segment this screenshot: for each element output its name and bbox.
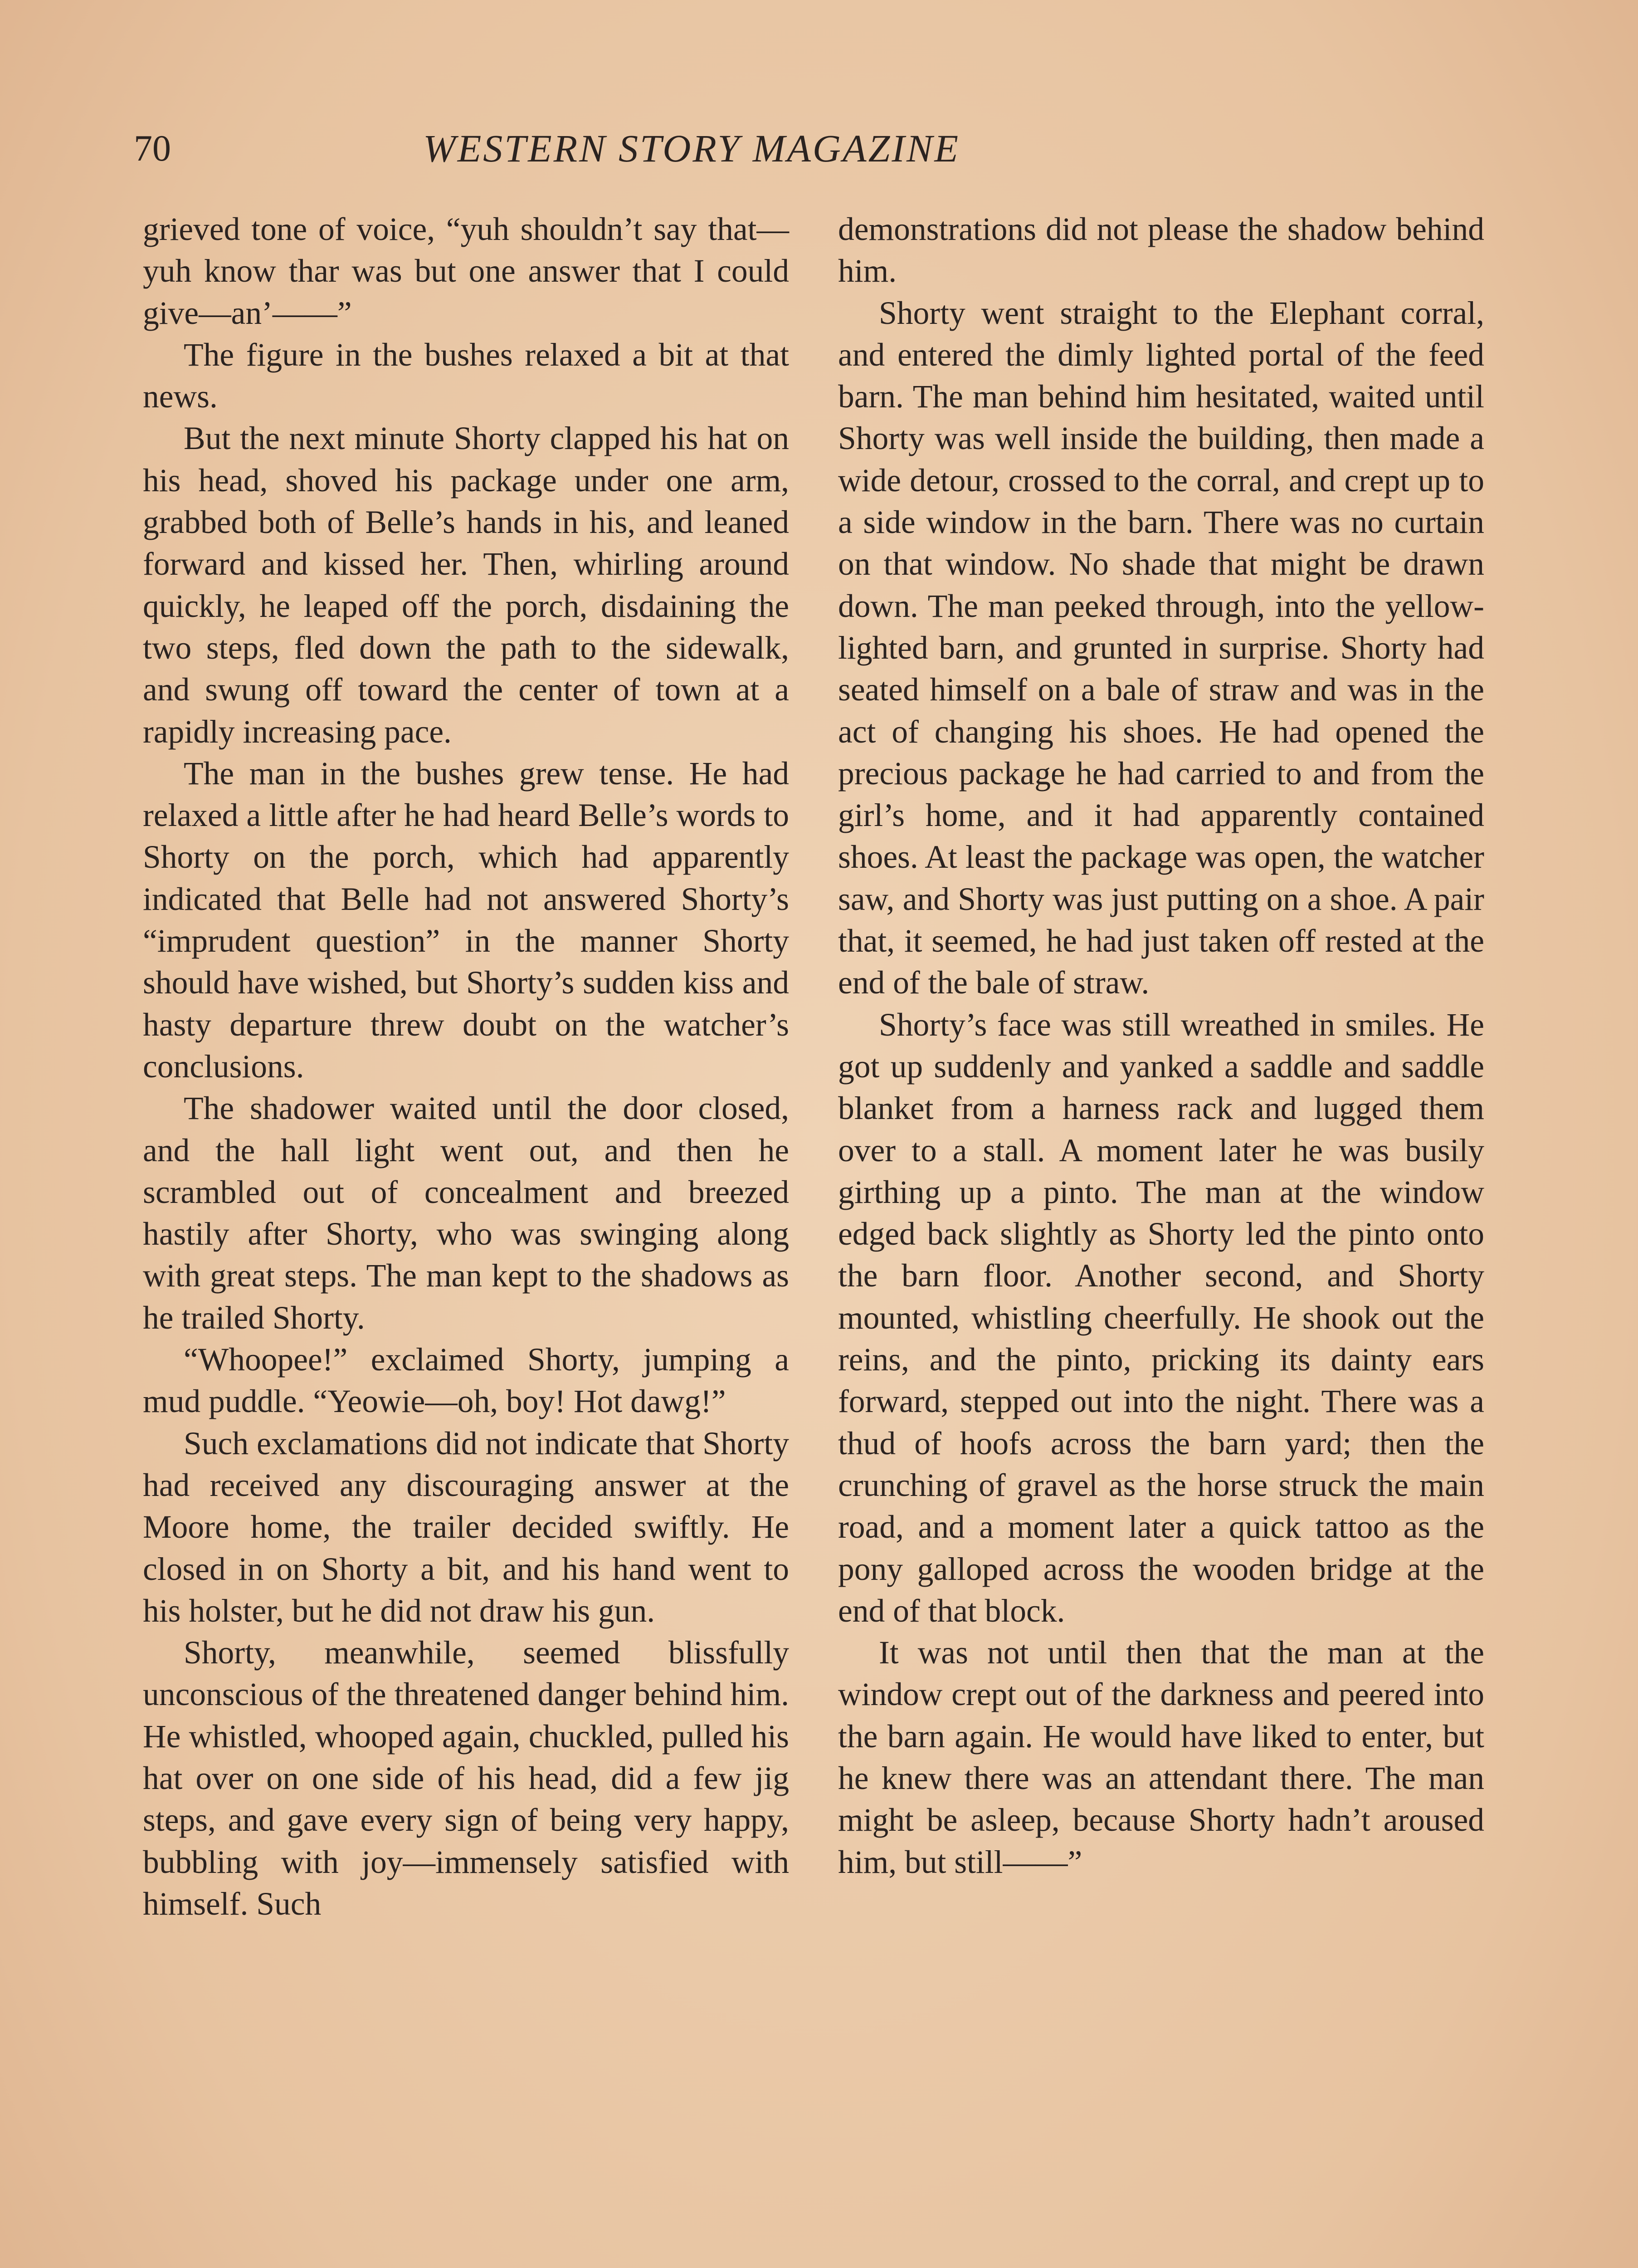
paragraph: The man in the bushes grew tense. He had relaxed a little after he had heard Belle’s words to Shorty on the porch, which had apparently indicated that Belle had not answered Shorty’s “imprudent question” in the manner Shorty should have wished, but Shorty’s sudden kiss and hasty departure threw doubt on the watcher’s conclusions. [143, 755, 789, 1085]
running-head: WESTERN STORY MAGAZINE [423, 127, 960, 170]
left-column [143, 209, 789, 1925]
paragraph: Shorty, meanwhile, seemed blissfully unconscious of the threatened danger behind him. He whistled, whooped again, chuckled, pulled his hat over on one side of his head, did a few jig steps, and gave every sign of being very happy, bubbling with joy—immensely satisfied with himself. Such [143, 1635, 789, 1922]
paragraph: grieved tone of voice, “yuh shouldn’t say that—yuh know thar was but one answer that I could give—an’——” [143, 211, 789, 331]
paragraph: The shadower waited until the door closed, and the hall light went out, and then he scrambled out of concealment and breezed hastily after Shorty, who was swinging along with great steps. The man kept to the shadows as he trailed Shorty. [143, 1090, 789, 1336]
paragraph: Such exclamations did not indicate that Shorty had received any discouraging answer at the Moore home, the trailer decided swiftly. He closed in on Shorty a bit, and his hand went to his holster, but he did not draw his gun. [143, 1425, 789, 1629]
right-column [838, 209, 1484, 1883]
paragraph: The figure in the bushes relaxed a bit at that news. [143, 337, 789, 415]
page-header [134, 123, 1249, 182]
paragraph: Shorty went straight to the Elephant corral, and entered the dimly lighted portal of the feed barn. The man behind him hesitated, waited until Shorty was well inside the building, then made a wide detour, crossed to the corral, and crept up to a side window in the barn. There was no curtain on that window. No shade that might be drawn down. The man peeked through, into the yellow-lighted barn, and grunted in surprise. Shorty had seated himself on a bale of straw and was in the act of changing his shoes. He had opened the precious package he had carried to and from the girl’s home, and it had apparently contained shoes. At least the package was open, the watcher saw, and Shorty was just putting on a shoe. A pair that, it seemed, he had just taken off rested at the end of the bale of straw. [838, 295, 1484, 1001]
paragraph: demonstrations did not please the shadow behind him. [838, 211, 1484, 289]
paragraph: It was not until then that the man at the window crept out of the darkness and peered into the barn again. He would have liked to enter, but he knew there was an attendant there. The man might be asleep, because Shorty hadn’t aroused him, but still——” [838, 1635, 1484, 1880]
paragraph: But the next minute Shorty clapped his hat on his head, shoved his package under one arm, grabbed both of Belle’s hands in his, and leaned forward and kissed her. Then, whirling around quickly, he leaped off the porch, disdaining the two steps, fled down the path to the sidewalk, and swung off toward the center of town at a rapidly increasing pace. [143, 420, 789, 750]
page-number: 70 [134, 127, 171, 169]
paragraph: “Whoopee!” exclaimed Shorty, jumping a mud puddle. “Yeowie—oh, boy! Hot dawg!” [143, 1342, 789, 1420]
paragraph: Shorty’s face was still wreathed in smiles. He got up suddenly and yanked a saddle and saddle blanket from a harness rack and lugged them over to a stall. A moment later he was busily girthing up a pinto. The man at the window edged back slightly as Shorty led the pinto onto the barn floor. Another second, and Shorty mounted, whistling cheerfully. He shook out the reins, and the pinto, pricking its dainty ears forward, stepped out into the night. There was a thud of hoofs across the barn yard; then the crunching of gravel as the horse struck the main road, and a moment later a quick tattoo as the pony galloped across the wooden bridge at the end of that block. [838, 1007, 1484, 1629]
